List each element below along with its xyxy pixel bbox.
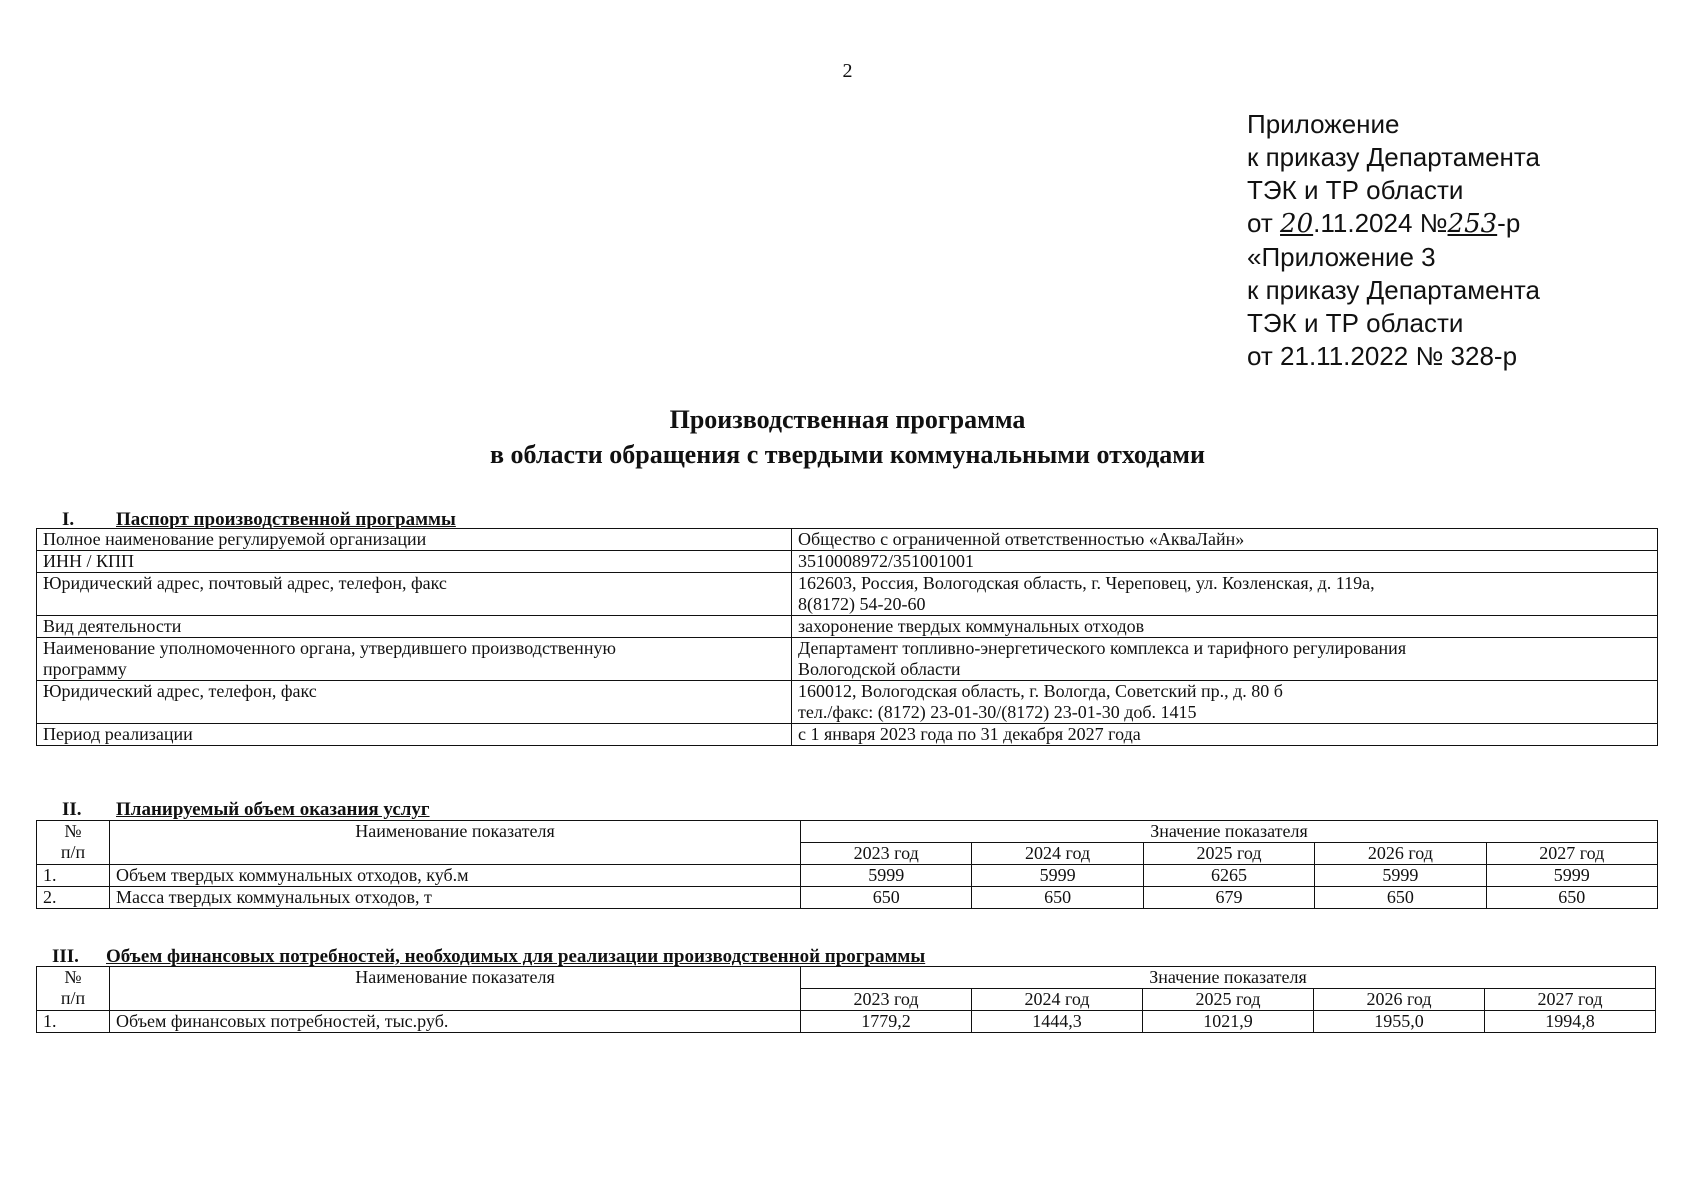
- cell-value: 650: [1486, 887, 1657, 909]
- table-row: [37, 681, 1658, 724]
- header-line: №: [64, 821, 82, 841]
- header-row: [37, 967, 1656, 989]
- year-header: 2024 год: [972, 843, 1143, 865]
- appendix-order-date: [1247, 207, 1540, 241]
- col-header-name: Наименование показателя: [110, 967, 801, 1011]
- year-header: 2025 год: [1143, 989, 1314, 1011]
- section-2-heading: [62, 799, 430, 821]
- header-line: №: [64, 967, 82, 987]
- row-name: Объем финансовых потребностей, тыс.руб.: [110, 1011, 801, 1033]
- appendix-line: от 21.11.2022 № 328-р: [1247, 341, 1518, 371]
- row-name: Объем твердых коммунальных отходов, куб.м: [110, 865, 801, 887]
- appendix-line: ТЭК и ТР области: [1247, 175, 1464, 205]
- row-label: Полное наименование регулируемой организации: [37, 529, 792, 551]
- section-number: II.: [62, 799, 82, 820]
- row-label: Вид деятельности: [37, 616, 792, 638]
- year-header: 2026 год: [1314, 989, 1485, 1011]
- appendix-block: [1247, 108, 1540, 373]
- appendix-line: к приказу Департамента: [1247, 142, 1540, 172]
- section-title: Объем финансовых потребностей, необходимых для реализации производственной программы: [106, 946, 926, 967]
- appendix-suffix: -р: [1497, 208, 1521, 238]
- col-header-number: [37, 821, 110, 865]
- table-row: [37, 529, 1658, 551]
- row-label: ИНН / КПП: [37, 551, 792, 573]
- cell-value: 5999: [801, 865, 972, 887]
- appendix-line: Приложение: [1247, 109, 1400, 139]
- row-value: захоронение твердых коммунальных отходов: [792, 616, 1658, 638]
- title-line-1: Производственная программа: [669, 405, 1026, 434]
- row-value: [792, 638, 1658, 681]
- cell-value: 650: [1315, 887, 1486, 909]
- cell-value: 6265: [1143, 865, 1314, 887]
- label-line: Наименование уполномоченного органа, утвердившего производственную: [43, 638, 616, 658]
- row-value: [792, 681, 1658, 724]
- year-header: 2027 год: [1485, 989, 1656, 1011]
- handwritten-day: 20: [1280, 209, 1314, 239]
- financial-needs-table: [36, 966, 1656, 1033]
- value-line: Вологодской области: [798, 659, 961, 679]
- year-header: 2023 год: [801, 843, 972, 865]
- appendix-line: «Приложение 3: [1247, 242, 1436, 272]
- cell-value: 1994,8: [1485, 1011, 1656, 1033]
- section-title: Планируемый объем оказания услуг: [116, 799, 430, 820]
- label-line: программу: [43, 659, 127, 679]
- header-line: п/п: [60, 842, 86, 862]
- document-title: [0, 402, 1695, 472]
- value-line: 160012, Вологодская область, г. Вологда, Советский пр., д. 80 б: [798, 681, 1283, 701]
- year-header: 2027 год: [1486, 843, 1657, 865]
- cell-value: 1955,0: [1314, 1011, 1485, 1033]
- page-number: 2: [842, 60, 853, 82]
- section-number: I.: [62, 509, 75, 530]
- col-header-value: Значение показателя: [801, 967, 1656, 989]
- row-label: Юридический адрес, почтовый адрес, телефон, факс: [37, 573, 792, 616]
- cell-value: 679: [1143, 887, 1314, 909]
- year-header: 2026 год: [1315, 843, 1486, 865]
- year-header: 2023 год: [801, 989, 972, 1011]
- row-number: 1.: [37, 865, 110, 887]
- cell-value: 1021,9: [1143, 1011, 1314, 1033]
- cell-value: 5999: [1315, 865, 1486, 887]
- services-volume-table: [36, 820, 1658, 909]
- row-label: [37, 638, 792, 681]
- cell-value: 1444,3: [972, 1011, 1143, 1033]
- col-header-value: Значение показателя: [801, 821, 1658, 843]
- cell-value: 650: [801, 887, 972, 909]
- table-row: [37, 616, 1658, 638]
- table-row: [37, 638, 1658, 681]
- header-line: п/п: [60, 988, 86, 1008]
- row-number: 1.: [37, 1011, 110, 1033]
- cell-value: 5999: [972, 865, 1143, 887]
- cell-value: 1779,2: [801, 1011, 972, 1033]
- title-line-2: в области обращения с твердыми коммунальными отходами: [489, 440, 1205, 469]
- passport-table: [36, 528, 1658, 746]
- section-number: III.: [52, 946, 79, 967]
- appendix-prefix: от: [1247, 208, 1281, 238]
- row-label: Период реализации: [37, 724, 792, 746]
- value-line: Департамент топливно-энергетического комплекса и тарифного регулирования: [798, 638, 1407, 658]
- table-row: [37, 865, 1658, 887]
- table-row: [37, 551, 1658, 573]
- row-value: Общество с ограниченной ответственностью «АкваЛайн»: [792, 529, 1658, 551]
- row-value: 3510008972/351001001: [792, 551, 1658, 573]
- table-row: [37, 1011, 1656, 1033]
- table-row: [37, 724, 1658, 746]
- appendix-line: ТЭК и ТР области: [1247, 308, 1464, 338]
- cell-value: 650: [972, 887, 1143, 909]
- year-header: 2025 год: [1143, 843, 1314, 865]
- value-line: тел./факс: (8172) 23-01-30/(8172) 23-01-30 доб. 1415: [798, 702, 1197, 722]
- row-value: с 1 января 2023 года по 31 декабря 2027 года: [792, 724, 1658, 746]
- value-line: 162603, Россия, Вологодская область, г. Череповец, ул. Козленская, д. 119а,: [798, 573, 1375, 593]
- handwritten-number: 253: [1447, 209, 1498, 239]
- cell-value: 5999: [1486, 865, 1657, 887]
- table-row: [37, 573, 1658, 616]
- section-3-heading: [52, 946, 925, 968]
- row-value: [792, 573, 1658, 616]
- section-title: Паспорт производственной программы: [116, 509, 456, 530]
- row-label: Юридический адрес, телефон, факс: [37, 681, 792, 724]
- col-header-number: [37, 967, 110, 1011]
- year-header: 2024 год: [972, 989, 1143, 1011]
- col-header-name: Наименование показателя: [110, 821, 801, 865]
- appendix-line: к приказу Департамента: [1247, 275, 1540, 305]
- table-row: [37, 887, 1658, 909]
- value-line: 8(8172) 54-20-60: [798, 594, 926, 614]
- row-name: Масса твердых коммунальных отходов, т: [110, 887, 801, 909]
- row-number: 2.: [37, 887, 110, 909]
- appendix-date-mid: .11.2024 №: [1313, 208, 1448, 238]
- header-row: [37, 821, 1658, 843]
